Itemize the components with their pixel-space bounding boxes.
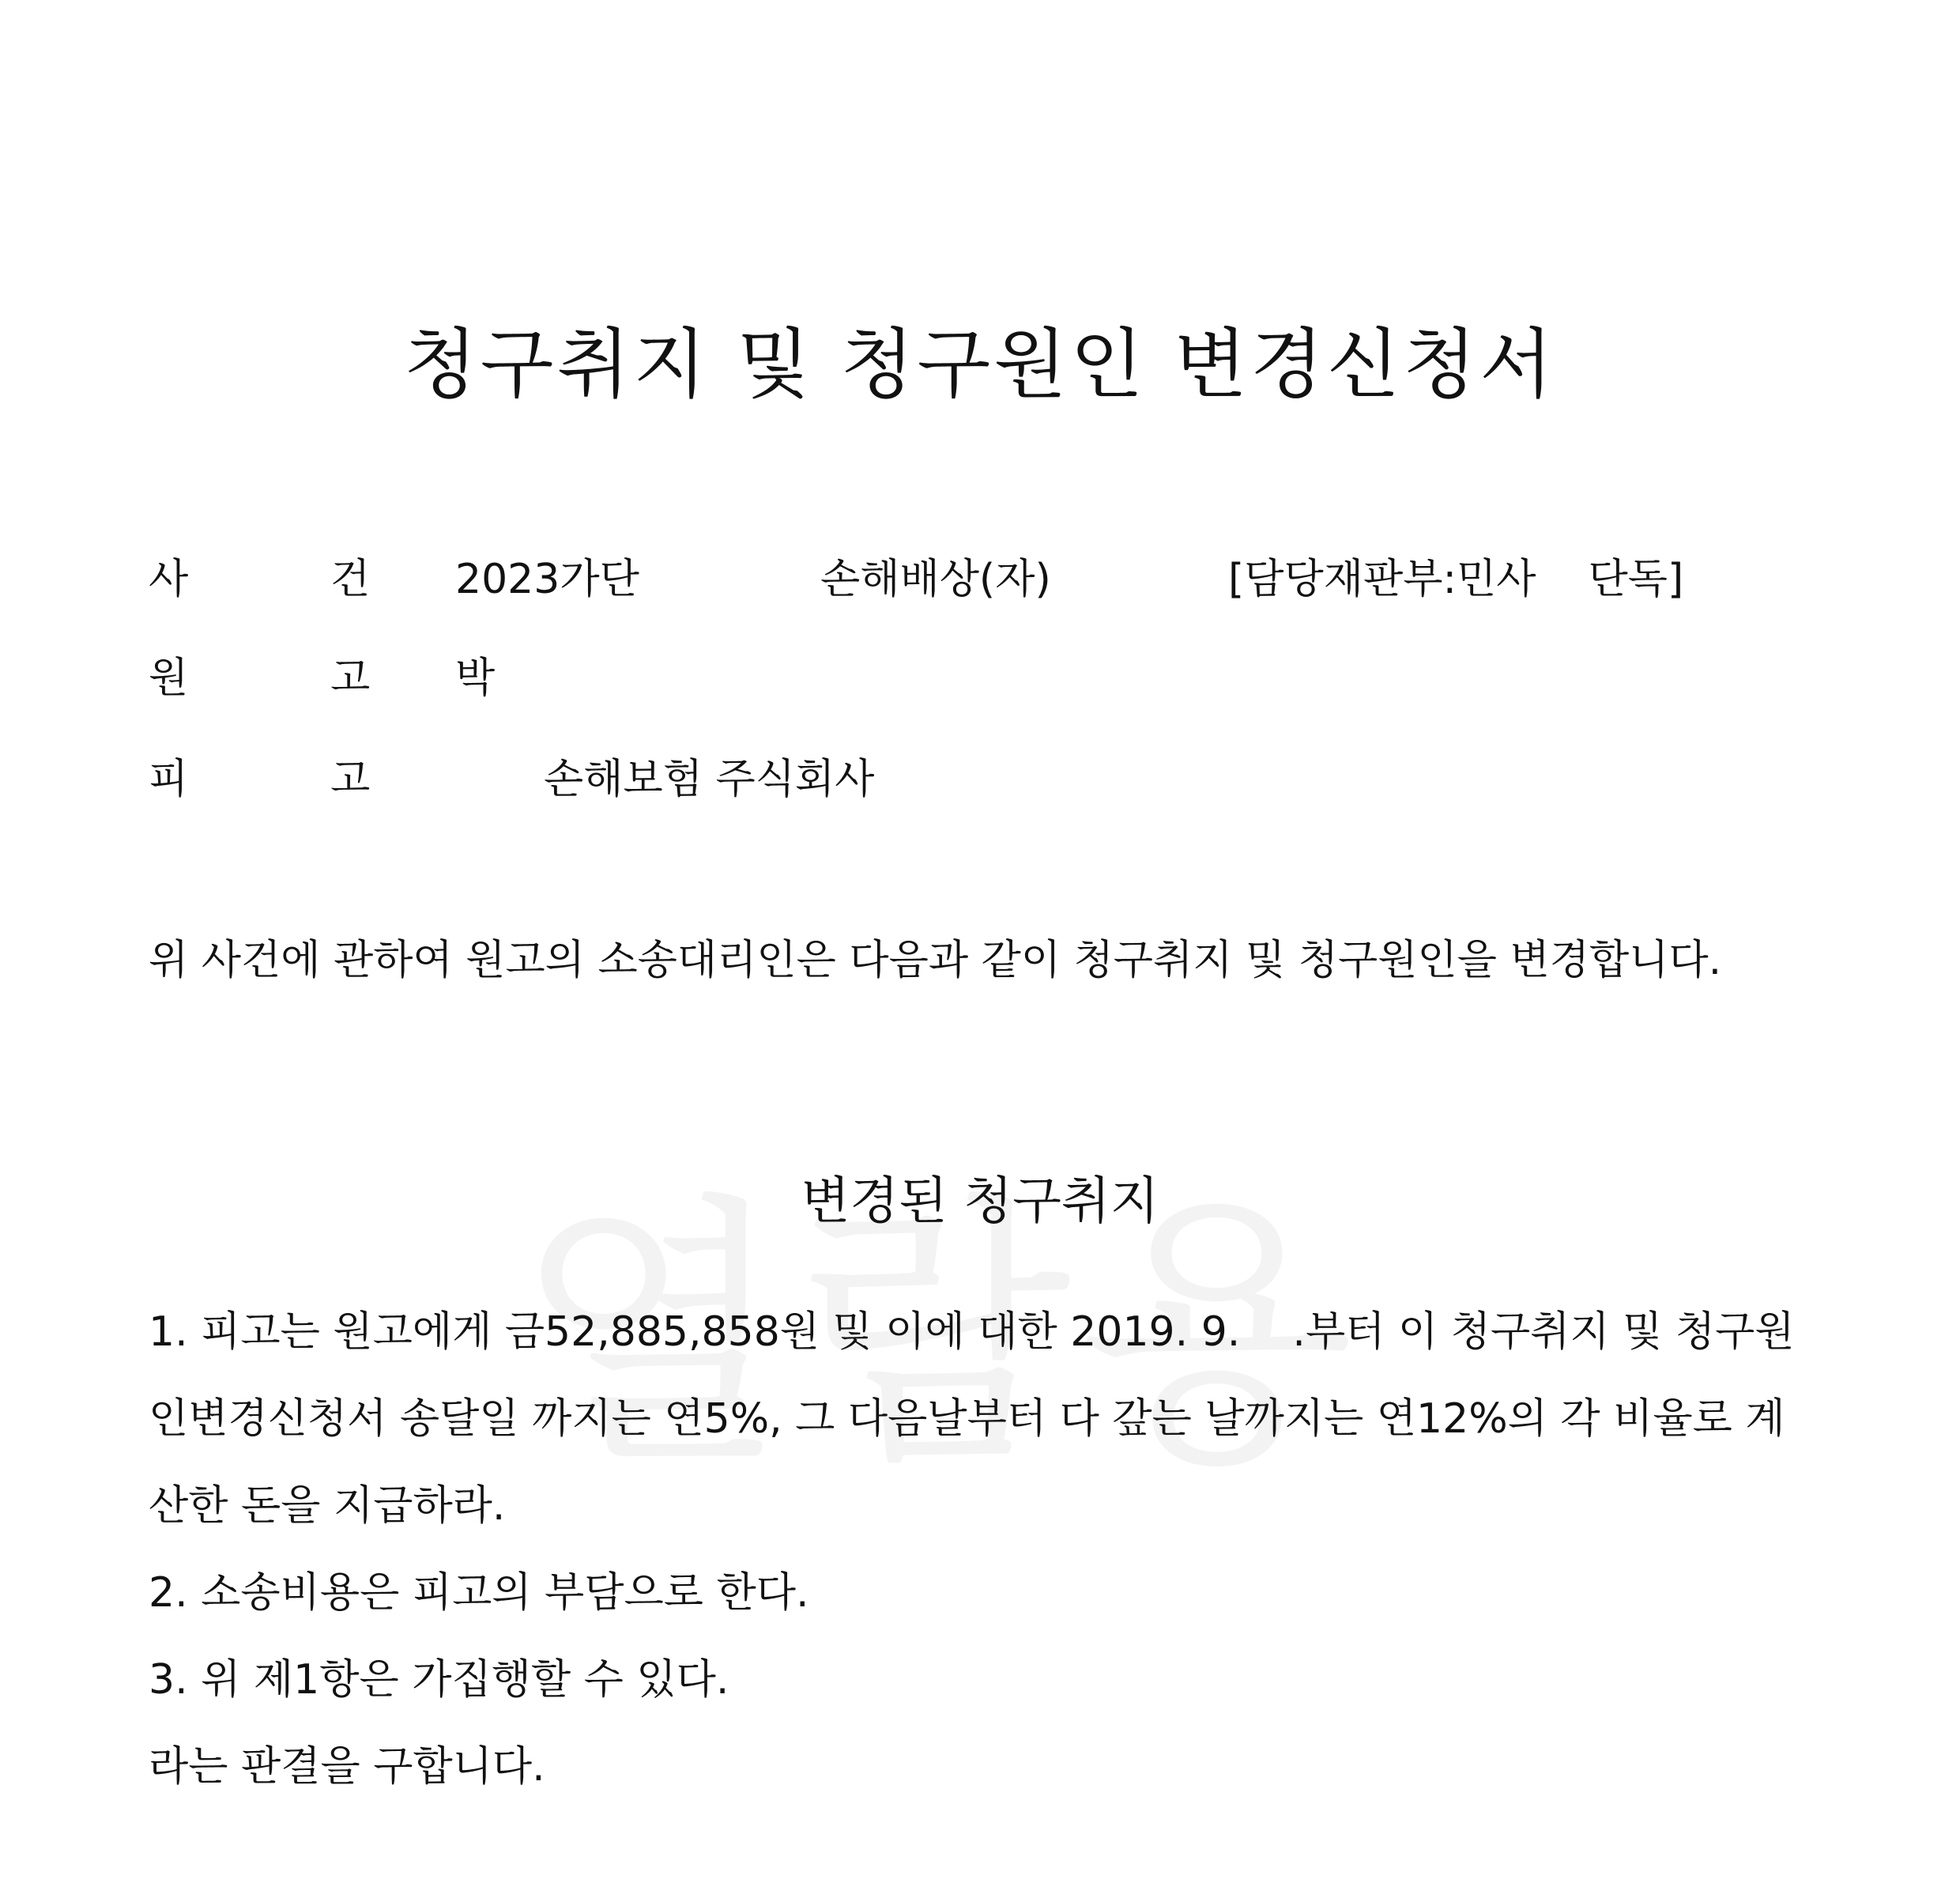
claim-item-1: 1. 피고는 원고에게 금52,885,858원 및 이에 대한 2019. 9. .부터 이 청구취지 및 청구원인변경신청서 송달일 까지는 연5%, 그 다음날부터 다 갚는 날까지는 연12%의 각 비율로 계산한 돈을 지급하라. bbox=[149, 1308, 1795, 1530]
case-label-1: 사 bbox=[149, 556, 189, 603]
case-name: 손해배상(자) bbox=[820, 556, 1051, 603]
plaintiff-name: 박 bbox=[455, 655, 496, 702]
case-label-2: 건 bbox=[330, 556, 371, 603]
claim-item-3: 3. 위 제1항은 가집행할 수 있다. bbox=[149, 1656, 729, 1704]
intro-paragraph: 위 사건에 관하여 원고의 소송대리인은 다음과 같이 청구취지 및 청구원인을 변경합니다. bbox=[149, 937, 1722, 984]
plaintiff-label-1: 원 bbox=[149, 655, 189, 702]
defendant-label-2: 고 bbox=[330, 756, 371, 803]
claim-item-2: 2. 소송비용은 피고의 부담으로 한다. bbox=[149, 1569, 809, 1617]
section-title: 변경된 청구취지 bbox=[801, 1172, 1159, 1231]
defendant-name: 손해보험 주식회사 bbox=[544, 756, 875, 803]
case-number: 2023가단 bbox=[455, 556, 639, 603]
plaintiff-label-2: 고 bbox=[330, 655, 371, 702]
defendant-label-1: 피 bbox=[149, 756, 189, 803]
claims-body bbox=[149, 1289, 1816, 1810]
closing-statement: 라는 판결을 구합니다. bbox=[149, 1743, 545, 1791]
document-title: 청구취지 및 청구원인 변경신청서 bbox=[404, 320, 1556, 409]
case-division: [담당재판부:민사 단독] bbox=[1228, 556, 1684, 603]
